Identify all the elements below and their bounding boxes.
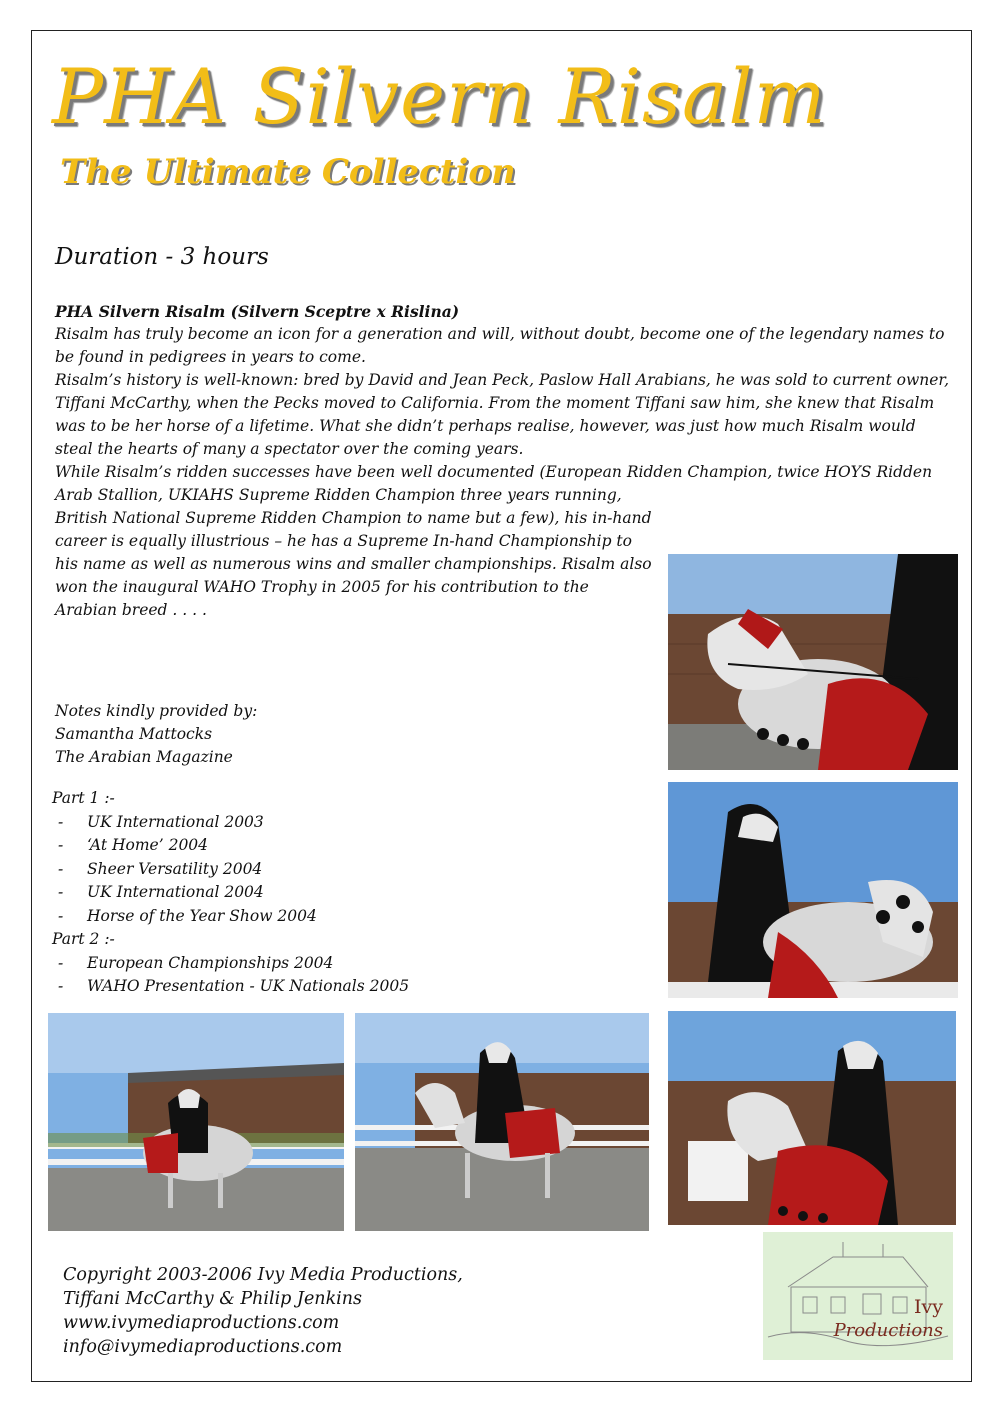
horse-photo-2 xyxy=(668,782,958,998)
notes-credit xyxy=(55,700,257,769)
paragraph-icon: Risalm has truly become an icon for a generation and will, without doubt, become one of the legendary names to be found in pedigrees in years to come. xyxy=(55,325,945,366)
credit-publication: The Arabian Magazine xyxy=(55,748,233,766)
horse-photo-4 xyxy=(355,1013,649,1231)
credit-name: Samantha Mattocks xyxy=(55,725,213,743)
paragraph-ridden: While Risalm’s ridden successes have been well documented (European Ridden Champion, twice HOYS Ridden Arab Stallion, UKIAHS Supreme Ridden Champion three years running, xyxy=(55,463,933,504)
paragraph-inhand: British National Supreme Ridden Champion to name but a few), his in-hand career is equally illustrious – he has a Supreme In-hand Championship to his name as well as numerous wins and smaller championships. Risalm also won the inaugural WAHO Trophy in 2005 for his contribution to the Arabian breed . . . . xyxy=(55,509,652,619)
list-item: - WAHO Presentation - UK Nationals 2005 xyxy=(58,977,410,995)
horse-photo-5 xyxy=(668,1011,956,1225)
copyright-line: Copyright 2003-2006 Ivy Media Productions, xyxy=(63,1265,463,1285)
copyright-owners: Tiffani McCarthy & Philip Jenkins xyxy=(63,1289,363,1309)
pedigree-line: PHA Silvern Risalm (Silvern Sceptre x Rislina) xyxy=(55,302,460,321)
list-item: - Sheer Versatility 2004 xyxy=(58,859,263,878)
horse-photo-1 xyxy=(668,554,958,770)
contents-list xyxy=(52,787,409,999)
list-item: - Horse of the Year Show 2004 xyxy=(58,906,317,925)
duration-text: Duration - 3 hours xyxy=(55,244,269,270)
paragraph-history: Risalm’s history is well-known: bred by David and Jean Peck, Paslow Hall Arabians, he was sold to current owner, Tiffani McCarthy, when the Pecks moved to California. From the moment Tiffani saw him, she knew that Risalm was to be her horse of a lifetime. What she didn’t perhaps realise, however, was just how much Risalm would steal the hearts of many a spectator over the coming years. xyxy=(55,371,950,458)
email-link[interactable]: info@ivymediaproductions.com xyxy=(63,1337,343,1357)
logo-text-ivy: Ivy xyxy=(914,1296,943,1318)
logo-text-productions: Productions xyxy=(833,1320,943,1341)
page-subtitle: The Ultimate Collection xyxy=(60,152,516,192)
page-title: PHA Silvern Risalm xyxy=(52,52,827,141)
horse-photo-3 xyxy=(48,1013,344,1231)
list-item: - European Championships 2004 xyxy=(58,953,334,972)
list-item: - UK International 2003 xyxy=(58,812,264,831)
copyright-block xyxy=(63,1263,463,1359)
list-item: - UK International 2004 xyxy=(58,883,264,901)
credit-label: Notes kindly provided by: xyxy=(55,702,258,720)
part-heading: Part 1 :- xyxy=(52,789,115,807)
website-link[interactable]: www.ivymediaproductions.com xyxy=(63,1313,340,1333)
part-heading: Part 2 :- xyxy=(52,930,115,948)
list-item: - ‘At Home’ 2004 xyxy=(58,836,209,854)
ivy-productions-logo xyxy=(763,1232,953,1360)
